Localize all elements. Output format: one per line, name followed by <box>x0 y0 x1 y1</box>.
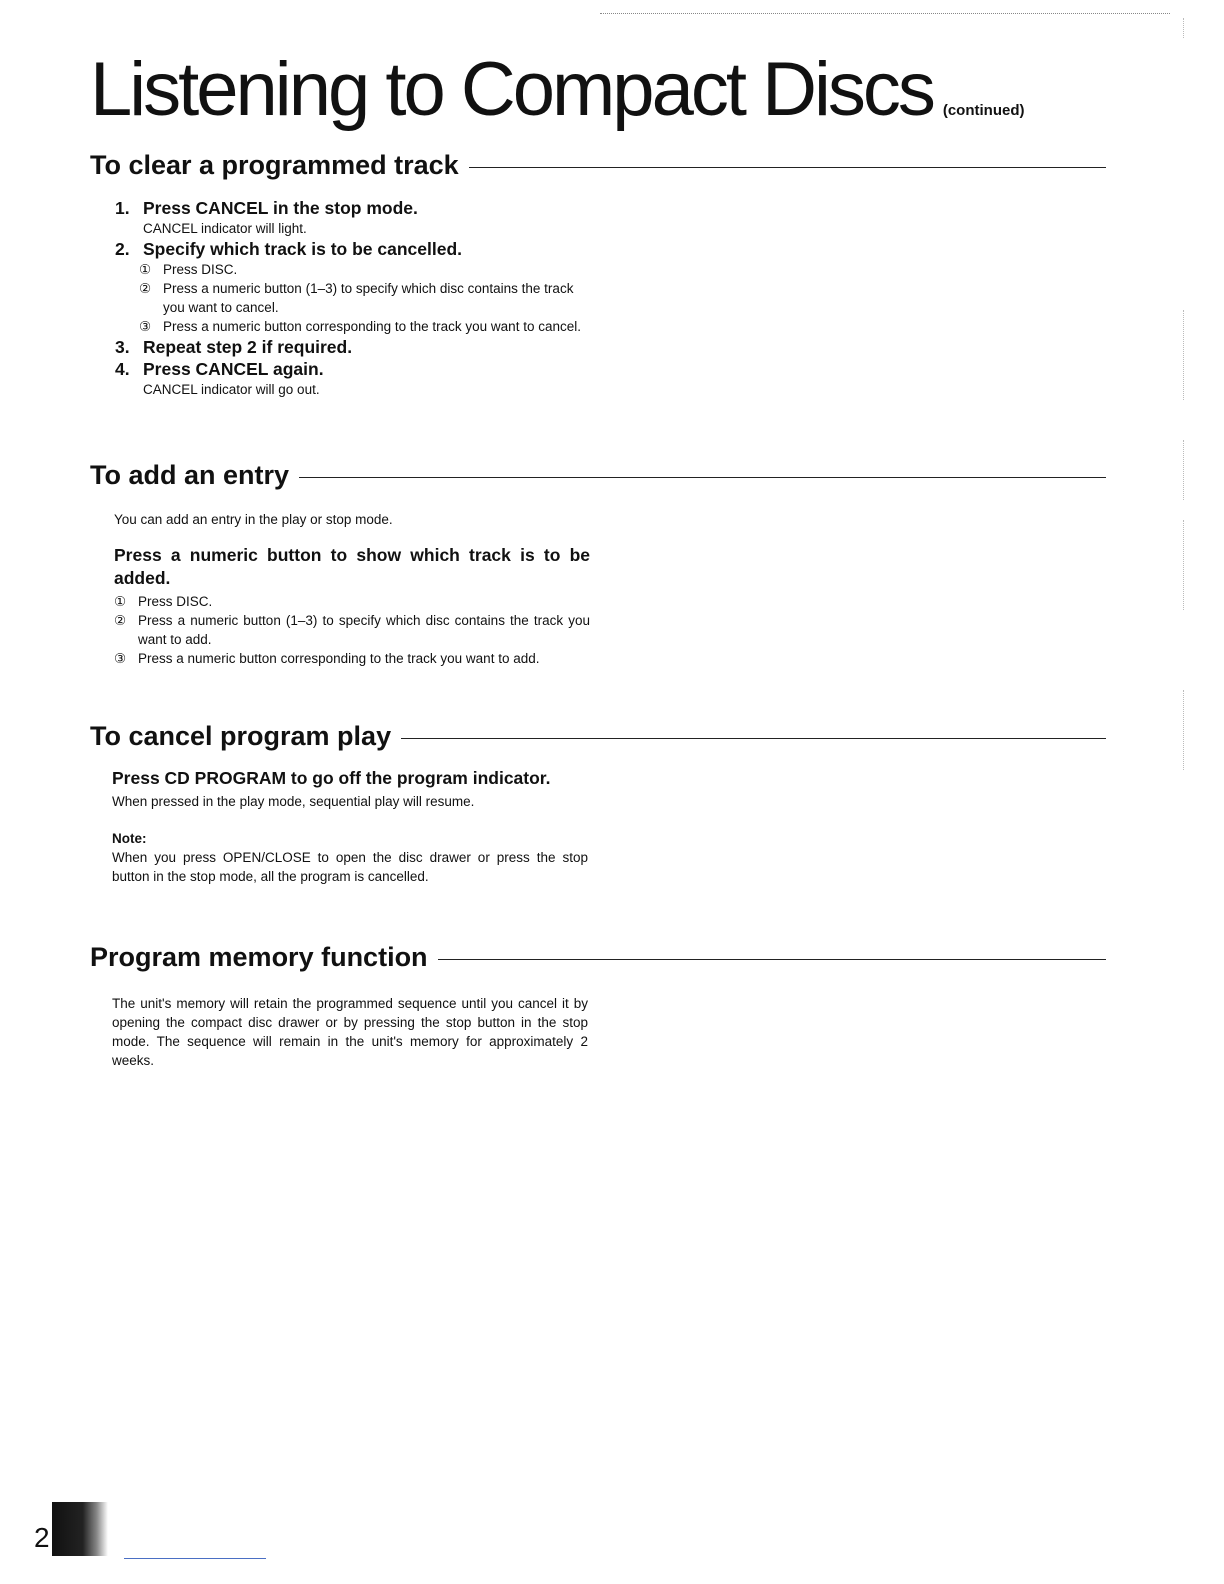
substep-text: Press a numeric button (1–3) to specify which disc contains the track you want to cancel. <box>163 281 574 315</box>
substep <box>139 317 591 336</box>
section-heading-text: To add an entry <box>90 460 290 490</box>
list-item-text: Press a numeric button (1–3) to specify which disc contains the track you want to add. <box>138 613 590 647</box>
cancel-lead: Press CD PROGRAM to go off the program indicator. <box>112 768 551 788</box>
section-heading-text: Program memory function <box>90 942 428 972</box>
memory-body <box>112 994 588 1070</box>
heading-rule <box>299 477 1106 478</box>
page-number: 2 <box>34 1522 50 1553</box>
heading-rule <box>438 959 1106 960</box>
scan-edge-mark <box>1183 310 1184 400</box>
circled-number-icon: ③ <box>139 319 152 334</box>
cancel-program-body <box>112 767 588 886</box>
step-detail: CANCEL indicator will go out. <box>143 382 320 397</box>
heading-rule <box>469 167 1106 168</box>
step-number: 1. <box>115 198 130 218</box>
step-3 <box>115 336 591 358</box>
note-label: Note: <box>112 831 147 846</box>
circled-number-icon: ② <box>139 281 152 296</box>
substep-text: Press DISC. <box>163 262 238 277</box>
scan-edge-mark <box>1183 690 1184 770</box>
section-heading-add <box>90 460 1106 491</box>
clear-steps <box>115 197 591 399</box>
scan-edge-mark <box>1183 440 1184 500</box>
step-4 <box>115 358 591 380</box>
memory-text: The unit's memory will retain the programmed sequence until you cancel it by opening the compact disc drawer or by pressing the stop button in the stop mode. The sequence will remain in the unit's memory for approximately 2 weeks. <box>112 996 588 1068</box>
add-entry-body <box>114 510 590 668</box>
list-item <box>114 592 590 611</box>
circled-number-icon: ③ <box>114 651 127 666</box>
note-text: When you press OPEN/CLOSE to open the disc drawer or press the stop button in the stop mode, all the program is cancelled. <box>112 850 588 884</box>
step-label: Specify which track is to be cancelled. <box>143 239 463 259</box>
circled-number-icon: ② <box>114 613 127 628</box>
step-detail: CANCEL indicator will light. <box>143 221 307 236</box>
page-corner-mark <box>52 1502 108 1556</box>
step-1 <box>115 197 591 219</box>
scan-artifact-top <box>600 13 1170 14</box>
substep <box>139 260 591 279</box>
step-label: Press CANCEL in the stop mode. <box>143 198 418 218</box>
add-intro: You can add an entry in the play or stop mode. <box>114 512 393 527</box>
section-heading-cancel <box>90 721 1106 752</box>
scan-edge-mark <box>1183 18 1184 38</box>
step-number: 2. <box>115 239 130 259</box>
section-heading-memory <box>90 942 1106 973</box>
page-title-continued: (continued) <box>942 102 1025 119</box>
section-heading-text: To clear a programmed track <box>90 150 459 180</box>
list-item-text: Press a numeric button corresponding to the track you want to add. <box>138 651 540 666</box>
step-label: Repeat step 2 if required. <box>143 337 353 357</box>
circled-number-icon: ① <box>139 262 152 277</box>
section-heading-text: To cancel program play <box>90 721 392 751</box>
circled-number-icon: ① <box>114 594 127 609</box>
substep <box>139 279 591 317</box>
list-item-text: Press DISC. <box>138 594 213 609</box>
list-item <box>114 649 590 668</box>
heading-rule <box>401 738 1106 739</box>
footer-rule <box>124 1558 266 1559</box>
list-item <box>114 611 590 649</box>
step-label: Press CANCEL again. <box>143 359 324 379</box>
substep-text: Press a numeric button corresponding to the track you want to cancel. <box>163 319 581 334</box>
page-title <box>90 47 1025 132</box>
cancel-text: When pressed in the play mode, sequential play will resume. <box>112 794 475 809</box>
page-title-main: Listening to Compact Discs <box>90 47 933 132</box>
add-lead: Press a numeric button to show which track is to be added. <box>114 545 590 588</box>
step-number: 3. <box>115 337 130 357</box>
step-number: 4. <box>115 359 130 379</box>
step-2 <box>115 238 591 260</box>
section-heading-clear <box>90 150 1106 181</box>
scan-edge-mark <box>1183 520 1184 610</box>
